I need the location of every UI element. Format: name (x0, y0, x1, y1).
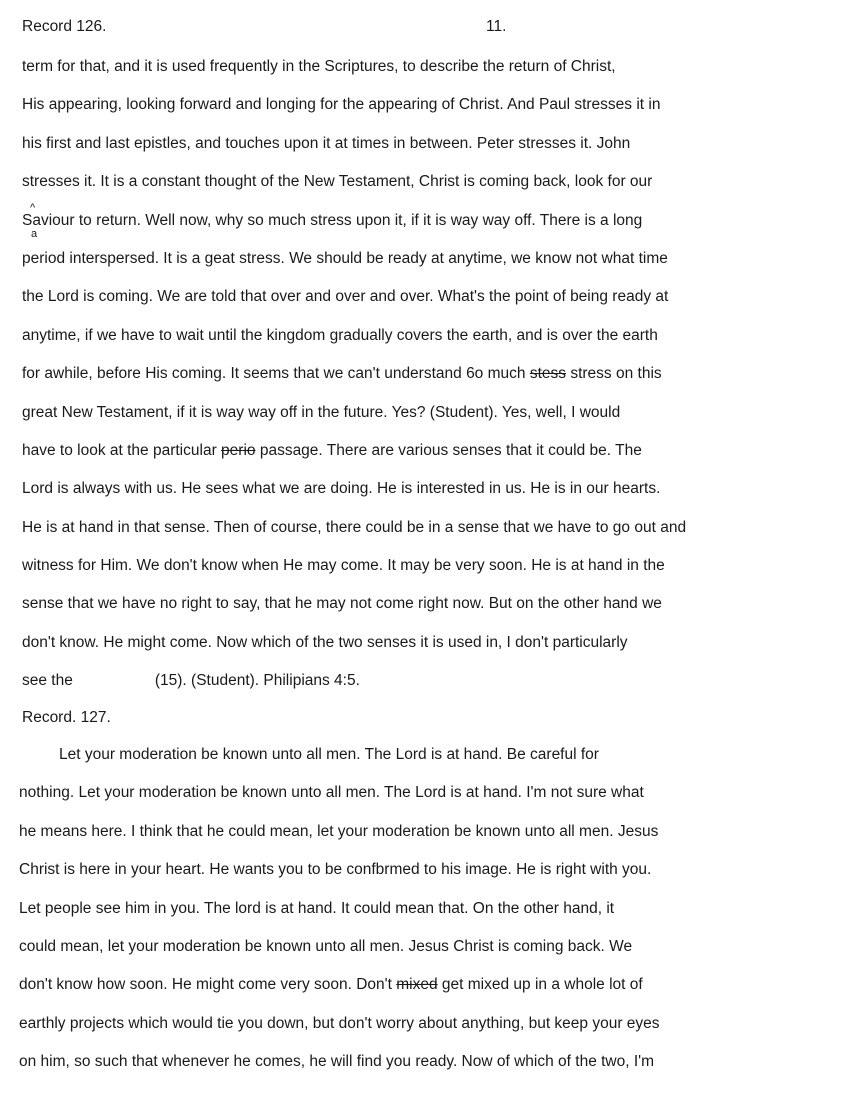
text-line (19, 975, 834, 1013)
text-line: He is at hand in that sense. Then of course, there could be in a sense that we have to go out and (22, 518, 687, 536)
text-line: Lord is always with us. He sees what we are doing. He is interested in us. He is in our hearts. (22, 480, 661, 498)
text-line: His appearing, looking forward and longing for the appearing of Christ. And Paul stresses it in (22, 96, 661, 114)
insertion-caret-mark: ^ (30, 202, 36, 214)
text-line: term for that, and it is used frequently in the Scriptures, to describe the return of Christ, (22, 58, 616, 75)
text-line: sense that we have no right to say, that he may not come right now. But on the other hand we (22, 595, 662, 613)
text-line: on him, so such that whenever he comes, he will find you ready. Now of which of the two, I'm (19, 1053, 655, 1071)
text-line: great New Testament, if it is way way off in the future. Yes? (Student). Yes, well, I would (22, 403, 621, 421)
text-line (22, 364, 837, 402)
text-segment: get mixed up in a whole lot of (437, 976, 643, 994)
text-segment: for awhile, before His coming. It seems that we can't understand 6o much (22, 365, 530, 383)
text-line (22, 441, 837, 479)
text-line: his first and last epistles, and touches upon it at times in between. Peter stresses it. John (22, 134, 631, 152)
text-line: Let people see him in you. The lord is at hand. It could mean that. On the other hand, it (19, 899, 615, 917)
text-segment: stress on this (566, 365, 662, 383)
text-line: nothing. Let your moderation be known unto all men. The Lord is at hand. I'm not sure what (19, 784, 644, 802)
section-heading: Record. 127. (22, 709, 111, 726)
page-number: 11. (486, 18, 507, 35)
text-line: anytime, if we have to wait until the kingdom gradually covers the earth, and is over the earth (22, 326, 658, 344)
text-line (22, 671, 837, 709)
text-line: earthly projects which would tie you down, but don't worry about anything, but keep your eyes (19, 1014, 660, 1032)
record-label: Record 126. (22, 18, 107, 35)
text-line: witness for Him. We don't know when He may come. It may be very soon. He is at hand in the (22, 557, 665, 575)
text-line: don't know. He might come. Now which of the two senses it is used in, I don't particularly (22, 633, 628, 651)
text-line: Saviour to return. Well now, why so much stress upon it, if it is way way off. There is a long (22, 211, 643, 229)
text-segment: don't know how soon. He might come very soon. Don't (19, 976, 397, 994)
text-segment: have to look at the particular (22, 441, 222, 459)
text-line: could mean, let your moderation be known unto all men. Jesus Christ is coming back. We (19, 937, 633, 955)
body-text-record-127 (19, 745, 834, 1091)
insertion-letter-mark: a (31, 228, 38, 240)
text-line: Christ is here in your heart. He wants you to be confbrmed to his image. He is right with you. (19, 861, 652, 879)
text-line: Let your moderation be known unto all men. The Lord is at hand. Be careful for (59, 746, 599, 763)
text-line: he means here. I think that he could mean, let your moderation be known unto all men. Jesus (19, 822, 659, 840)
text-segment: see the (22, 672, 73, 690)
text-line: period interspersed. It is a geat stress. We should be ready at anytime, we know not what time (22, 249, 668, 267)
body-text-record-126 (22, 57, 837, 710)
text-segment: passage. There are various senses that it could be. The (255, 441, 642, 459)
struck-out-word: perio (221, 441, 256, 459)
struck-out-word: stess (529, 365, 567, 383)
text-line: stresses it. It is a constant thought of the New Testament, Christ is coming back, look for our (22, 173, 653, 191)
struck-out-word: mixed (396, 976, 438, 994)
text-segment: (15). (Student). Philipians 4:5. (154, 672, 360, 690)
text-line: the Lord is coming. We are told that over and over and over. What's the point of being ready at (22, 288, 669, 306)
